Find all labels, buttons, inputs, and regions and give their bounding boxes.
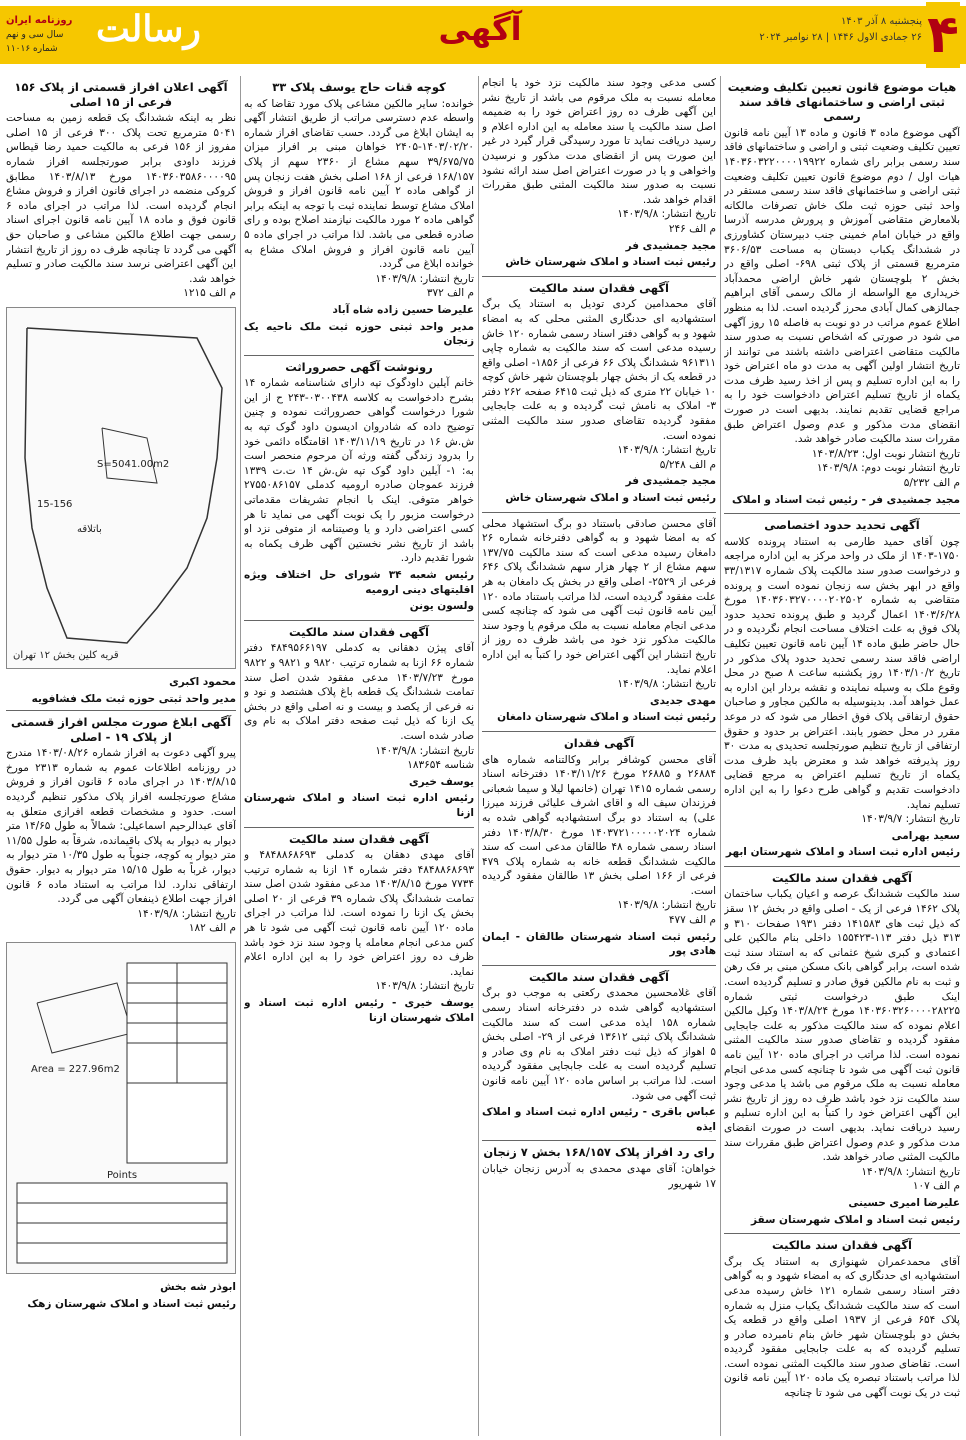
notice-date: تاریخ انتشار: ۱۴۰۳/۹/۸ [375, 272, 474, 285]
notice-date: تاریخ انتشار: ۱۴۰۳/۹/۸ [137, 907, 236, 920]
notice-title: آگهی فقدان سند مالکیت [288, 831, 430, 846]
divider [244, 355, 474, 356]
notice [244, 832, 474, 1026]
date-line-2: ۲۶ جمادی الاول ۱۴۴۶ | ۲۸ نوامبر ۲۰۲۴ [759, 32, 922, 43]
notice-signature: مدیر واحد ثبتی حوزه ثبت ملک ناحیه یک زنجان [244, 320, 474, 348]
notice-title: آگهی فقدان [563, 735, 635, 750]
notice-signature: عباس باقری - رئیس اداره ثبت اسناد و املاک ایذه [482, 1106, 716, 1133]
date-line-1: پنجشنبه ۸ آذر ۱۴۰۳ [840, 16, 922, 27]
notice-body: آگهی موضوع ماده ۳ قانون و ماده ۱۳ آیین نامه قانون تعیین تکلیف وضعیت ثبتی و اراضی و ساختمانهای فاقد سند رسمی برابر رای شماره ۱۴۰۳۶۰۳۲۲۰۰۰۰۱۹۹۲۲ هیات اول / دوم موضوع قانون تعیین تکلیف وضعیت ثبتی اراضی و ساختمانهای فاقد سند رسمی مستقر در واحد ثبتی حوزه ثبت ملک خاش تصرفات مالکانه بلامعارض متقاضی آموزش و پرورش مدرسه آذرسا واقع در خیابان امام خمینی جنب دبیرستان کشاورزی در ششدانگ یکباب دبستان به مساحت ۳۶۰۶/۵۳ مترمربع قسمتی از پلاک ثبتی ۶۹۸- اصلی واقع در بخش ۲ بلوچستان شهر خاش اراضی محمدآباد خریداری مع الواسطه از مالک رسمی آقای ابراهیم جمالزهی کمال آبادی محرز گردیده است. لذا به منظور اطلاع عموم مراتب در دو نوبت به فاصله ۱۵ روز آگهی می شود در صورتی که اشخاص نسبت به صدور سند مالکیت متقاضی اعتراضی داشته باشند می توانند از تاریخ انتشار اولین آگهی به مدت دو ماه اعتراض خود را به این اداره تسلیم و پس از اخذ رسید ظرف مدت یکماه از تاریخ تسلیم اعتراض دادخواست خود را به مراجع قضایی تقدیم نمایند. بدیهی است در صورت انقضای مدت مذکور و عدم وصول اعتراض طبق مقررات سند مالکیت صادر خواهد شد. [724, 126, 960, 446]
notice-code: م الف ۴۷۷ [668, 914, 716, 927]
survey-plan [6, 307, 236, 669]
notice-title: آگهی فقدان سند مالکیت [771, 870, 913, 885]
divider [244, 827, 474, 828]
notice-title: هیات موضوع قانون تعیین تکلیف وضعیت ثبتی اراضی و ساختمانهای فاقد سند رسمی [727, 80, 957, 124]
notice-signature: یوسف خیری - رئیس اداره ثبت اسناد و املاک شهرستان ازنا [244, 997, 474, 1024]
notice-signature: رئیس شعبه ۳۴ شورای حل اختلاف ویژه اقلیتهای دینی ارومیه [244, 569, 474, 596]
column-rule [720, 76, 721, 1436]
notice-signature: رئیس ثبت اسناد و املاک شهرستان زهک [27, 1297, 236, 1310]
divider [724, 513, 960, 514]
column-2 [482, 76, 716, 1436]
divider [244, 620, 474, 621]
notice-date: تاریخ انتشار: ۱۴۰۳/۹/۸ [861, 1165, 960, 1178]
notice-code: م الف ۳۷۲ [426, 287, 474, 300]
section-title: آگهی [438, 10, 522, 48]
notice-body: آقای محسن کوشافر برابر وکالتنامه شماره های ۲۶۸۸۴ و ۲۶۸۸۵ مورخ ۱۴۰۳/۱۱/۲۶ دفترخانه اسناد رسمی شماره ۱۴۱۵ تهران (خانمها لیلا و سیما شعبانی فرزندان سیف اله و اقای اشرف علیائی فرزند میرزا علی) به استناد دو برگ استشهادیه گواهی شده به شماره ۱۴۰۳۷۲۱۰۰۰۰۰۲۰۲۴ مورخ ۱۴۰۳/۸/۳۰ دفتر اسناد رسمی شماره ۴۸ طالقان مدعی است که سند مالکیت ششدانگ قطعه خانه به شماره پلاک ۴۷۹ فرعی از ۱۶۶ اصلی بخش ۱۳ طالقان مفقود گردیده است. [482, 753, 716, 897]
notice-signature: یوسف خیری [408, 775, 474, 788]
newspaper-header [0, 0, 966, 72]
parcel-outline [7, 308, 235, 666]
notice-code: شناسه ۱۸۳۶۵۴ [407, 759, 474, 772]
notice-signature: مهدی جدیدی [649, 694, 716, 707]
notice-signature: مجید جمشیدی فر - رئیس ثبت اسناد و املاک [731, 493, 960, 506]
plan2-area-label: Area = 227.96m2 [31, 1064, 120, 1075]
notice [244, 360, 474, 614]
notice-date: تاریخ انتشار: ۱۴۰۳/۹/۸ [617, 444, 716, 457]
ad-columns [6, 76, 960, 1436]
plan-area-label: S=5041.00m2 [97, 458, 170, 470]
notice [482, 736, 716, 959]
notice-title: آگهی فقدان سند مالکیت [771, 1238, 913, 1253]
notice-body: خانم آیلین داودگوک تپه دارای شناسنامه شماره ۱۴ بشرح دادخواست به کلاسه ۰۳۰۰۴۳۸-۲۴۳ ح از این شورا درخواست گواهی حصروراثت نموده و چنین توضیح داده که شادروان ادیسون داود گوک تپه به ش.ش ۱۶ در تاریخ ۱۴۰۳/۱۱/۱۹ اقامتگاه دائمی خود را بدرود زندگی گفته ورثه آن مرحوم منحصر است به: ۱- آیلین داود گوک تپه ش.ش ۱۴ ت.ت ۱۳۳۹ فرزند عموجان صادره ارومیه کدملی ۲۷۵۵۰۸۶۱۵۷ خواهر متوفی. اینک با انجام تشریفات مقدماتی درخواست مزبور را یک نوبت آگهی می نماید تا هر کسی اعتراضی دارد و یا وصیتنامه از متوفی نزد او باشد از تاریخ نشر نخستین آگهی ظرف یکماه به شورا تقدیم دارد. [244, 377, 474, 565]
column-4 [6, 76, 236, 1436]
notice-body: نظر به اینکه ششدانگ یک قطعه زمین به مساحت ۵۰۴۱ مترمربع تحت پلاک ۳۰۰ فرعی از ۱۵ اصلی مفروز از ۱۵۶ فرعی به مالکیت حمید رضا قیطاس فرزند داودی برابر صورتجلسه افراز شماره ۱۴۰۳۶۰۳۵۸۶۰۰۰۰۹۵ مورخ ۱۴۰۳/۸/۱۳ مطابق کروکی منضمه در اجرای قانون افراز و فروش مشاع انجام گردیده است. لذا مراتب در اجرای ماده ۶ قانون فوق و ماده ۱۸ آیین نامه قانون اجرای اسناد رسمی جهت اطلاع مالکین مشاعی و صاحبان حق آگهی می گردد تا چنانچه ظرف ده روز از تاریخ انتشار این آگهی اعتراضی نرسد سند مالکیت صادر و تسلیم خواهد شد. [6, 112, 236, 285]
notice-date: تاریخ انتشار: ۱۴۰۳/۹/۸ [375, 980, 474, 993]
divider [482, 965, 716, 966]
notice [724, 1238, 960, 1401]
notice [482, 517, 716, 725]
issue-info [6, 14, 92, 56]
column-rule [240, 76, 241, 1436]
notice-signature: رئیس اداره ثبت اسناد و املاک شهرستان ابهر [725, 846, 960, 859]
notice-body: آقای مهدی دهقان به کدملی ۴۸۴۸۸۶۸۶۹۳ و ۴۸۴۸۸۶۸۶۹۳ دفتر شماره ۱۴ ازنا به شماره ترتیب ۷۷۳۴ مورخ ۱۴۰۳/۸/۱۵ مدعی مفقود شدن اصل سند تمامت ششدانگ پلاک شماره ۳۹ فرعی از ۲۰ اصلی بخش یک ازنا را نموده است. لذا مراتب در اجرای ماده ۱۲۰ آیین نامه قانون ثبت آگهی می شود تا هر کس مدعی انجام معامله یا وجود سند نزد خود باشد ظرف ده روز اعتراض خود را به این اداره اعلام نماید. [244, 849, 474, 978]
notice-date: تاریخ انتشار: ۱۴۰۳/۹/۸ [375, 744, 474, 757]
header-date [732, 14, 922, 46]
newspaper-logo: رسالت [96, 8, 201, 50]
notice-signature: مجید جمشیدی فر [625, 239, 716, 252]
notice-title: رونوشت آگهی حصروراثت [285, 359, 433, 374]
plan-footer: قریه کلین بخش ۱۲ تهران [13, 650, 119, 662]
column-rule [478, 76, 479, 1436]
notice [482, 970, 716, 1135]
notice-body: کسی مدعی وجود سند مالکیت نزد خود یا انجام معامله نسبت به ملک مرقوم می باشد از تاریخ نشر این آگهی ظرف ده روز اعتراض خود را به ضمیمه اصل سند مالکیت یا سند معامله به این اداره اعلام و رسید دریافت نماید تا مورد رسیدگی قرار گیرد در غیر این صورت پس از انقضای مدت مذکور و نرسیدن واخواهی و یا در صورت اعتراض اصل سند ارائه نشود نسبت به صدور سند مالکیت المثنی طبق مقررات اقدام خواهد شد. [482, 77, 716, 206]
divider [482, 276, 716, 277]
plan-parcel-label: 15-156 [37, 498, 73, 510]
notice-signature: رئیس ثبت اسناد شهرستان طالقان - ایمان هادی پور [482, 930, 716, 958]
notice-body: پیرو آگهی دعوت به افراز شماره ۱۴۰۳/۰۸/۲۶ مندرج در روزنامه اطلاعات عموم به شماره ۲۳۱۳ مورخ ۱۴۰۳/۸/۱۵ در اجرای ماده ۶ قانون افراز و فروش مشاع صورتجلسه افراز پلاک مذکور تنظیم گردیده است. حدود و مشخصات قطعه افرازی متعلق به آقای عبدالرحیم اسماعیلی: شمالاً به طول ۱۴/۶۵ متر دیوار به دیوار به پلاک باقیمانده، شرقاً به طول ۱۱/۵۵ متر دیوار به کوچه، جنوباً به طول ۱۰/۳۵ متر دیوار به دیوار، غرباً به طول ۱۵/۱۵ متر دیوار به دیوار. حقوق ارتفاقی ندارد. لذا مراتب به استناد ماده ۶ قانون افراز جهت اطلاع ذینفعان آگهی می گردد. [6, 747, 236, 906]
brand-small: روزنامه ایران [6, 15, 73, 26]
notice-signature: مدیر واحد ثبتی حوزه ثبت ملک فشافویه [31, 692, 236, 705]
notice-body: آقای غلامحسین محمدی رکعتی به موجب دو برگ استشهادیه گواهی شده در دفترخانه اسناد رسمی شماره ۱۵۸ ایذه مدعی است که سند مالکیت ششدانگ پلاک ثبتی ۱۳۶۱۲ فرعی از ۲۹- اصلی بخش ۵ اهواز که ذیل ثبت دفتر املاک به نام وی صادر و تسلیم گردیده است به علت جابجایی مفقود گردیده است. لذا مراتب بر اساس ماده ۱۲۰ آیین نامه قانون ثبت آگهی می شود. [482, 987, 716, 1102]
notice-body: خواهان: آقای مهدی محمدی به آدرس زنجان خیابان ۱۷ شهریور [482, 1162, 716, 1190]
notice-title: آگهی ابلاغ صورت مجلس افراز قسمتی از پلاک ۱۹ - اصلی [10, 715, 232, 744]
parcel-outline-2 [7, 943, 235, 1271]
notice-code: م الف ۲۴۶ [668, 222, 716, 235]
notice-title: کوچه قنات حاج یوسف پلاک ۳۳ [272, 80, 446, 94]
notice [6, 715, 236, 936]
notice-body: آقای پیژن دهقانی به کدملی ۴۸۴۹۵۶۶۱۹۷ دفتر شماره ۶۶ ازنا به شماره ترتیب ۹۸۲۰ و ۹۸۲۱ و ۹۸۲۲ مورخ ۱۴۰۳/۷/۲۳ مدعی مفقود شدن اصل سند تمامت ششدانگ یک قطعه باغ پلاک هشتصد و نود و نه فرعی از یکصد و بیست و نه اصلی واقع در بخش یک ازنا که ذیل ثبت صفحه دفتر املاک به نام وی صادر شده است. [244, 642, 474, 742]
page-number: ۴ [926, 2, 960, 68]
notice-body: آقای محمدامین کردی تودیل به استناد یک برگ استشهادیه ای حدنگاری المثنی محلی که به امضاء شهود و به گواهی دفتر اسناد رسمی شماره ۱۲۰ خاش رسیده مدعی است که سند مالکیت به شماره چاپی ۹۶۱۳۱۱ ششدانگ پلاک ۶۶ فرعی از ۱۸۵۶- اصلی واقع در قطعه یک از بخش چهار بلوچستان شهر خاش کوچه ۱۰ خیابان ۲۲ متری که ذیل ثبت ۶۴۱۵ صفحه ۲۶۲ دفتر ۳- املاک به نامش ثبت گردیده و به علت جابجایی مفقود گردیده تقاضای صدور سند مالکیت المثنی نموده است. [482, 298, 716, 442]
divider [724, 866, 960, 867]
notice-body: خوانده: سایر مالکین مشاعی پلاک مورد تقاضا که به واسطه عدم دسترسی مراتب از طریق انتشار آگهی به ایشان ابلاغ می گردد. حسب تقاضای افراز شماره ۱۴۰۳/۰۲/۲۰-۲۴۰۵ خواهان مبنی بر افراز میزان ۳۹/۶۷۵/۷۵ سهم مشاع از ۲۳۶۰ سهم از پلاک ۱۶۸/۱۵۷ فرعی از ۱۶۸ اصلی بخش هفت زنجان پس از گواهی ماده ۲ آیین نامه قانون افراز و فروش املاک مشاع توسط نماینده ثبت با توجه به اینکه برابر گواهی ماده ۲ مورد مالکیت نیازمند اصلاح بوده و رای صادره قطعی می باشد. لذا مراتب در اجرای ماده ۵ آیین نامه قانون افراز و فروش املاک مشاع به خوانده ابلاغ می گردد. [244, 97, 474, 271]
notice-date: تاریخ انتشار نوبت دوم: ۱۴۰۳/۹/۸ [816, 462, 960, 475]
plan-place-label: باتلاقه [77, 523, 102, 535]
notice-signature: علیرضا امیری حسینی [848, 1196, 960, 1209]
notice-code: م الف ۱۲۱۵ [183, 287, 236, 300]
notice-code: م الف ۱۰۷ [912, 1180, 960, 1193]
notice-title: آگهی فقدان سند مالکیت [288, 624, 430, 639]
notice-body: آقای محسن صادقی باستناد دو برگ استشهاد محلی که به امضا شهود و به گواهی دفترخانه شماره ۲۶ دامغان رسیده مدعی است که سند مالکیت ۱۳۷/۷۵ سهم مشاع از ۲ چهار هزار سهم ششدانگ پلاک ۶۴۶ فرعی از ۲۵۲۹- اصلی واقع در بخش یک دامغان به هر علت مفقود گردیده است، لذا مراتب باستناد ماده ۱۲۰ آیین نامه قانون ثبت آگهی می شود که چنانچه کسی مدعی انجام معامله نسبت به ملک مرقوم یا وجود سند مالکیت مذکور نزد خود می باشد ظرف ده روز از تاریخ انتشار این آگهی اعتراض خود را کتباً به این اداره اعلام نماید. [482, 517, 716, 676]
notice-body: آقای محمدعمران شهنوازی به استناد یک برگ استشهادیه ای حدنگاری که به امضاء شهود و به گواهی دفتر اسناد رسمی شماره ۱۲۱ خاش رسیده مدعی است که سند مالکیت ششدانگ یکباب منزل به شماره پلاک ۶۵۴ فرعی از ۱۹۳۷ اصلی واقع در قطعه یک بخش دو بلوچستان شهر خاش بنام نامبرده صادر و تسلیم گردیده که به علت جابجایی مفقود گردیده است. تقاضای صدور سند مالکیت المثنی نموده است. لذا مراتب باستناد تبصره یک ماده ۱۲۰ آیین نامه قانون ثبت در یک نوبت آگهی می شود تا چنانچه [724, 1255, 960, 1400]
plan2-points-title: Points [107, 1170, 138, 1181]
notice-title: رای رد افراز پلاک ۱۶۸/۱۵۷ بخش ۷ زنجان [483, 1145, 715, 1160]
column-3 [244, 76, 474, 1436]
notice-code: م الف ۵/۲۳۲ [903, 477, 960, 490]
notice [724, 80, 960, 507]
notice-title: آگهی فقدان سند مالکیت [528, 969, 670, 984]
notice [244, 80, 474, 349]
notice-title: آگهی فقدان سند مالکیت [528, 280, 670, 295]
notice-signature: رئیس ثبت اسناد و املاک شهرستان خاش [505, 492, 716, 505]
notice-body: چون آقای حمید طارمی به استناد پرونده کلاسه ۱۷۵۰-۱۴۰۳ از ملک در واحد مرکز به این اداره مراجعه و درخواست صدور سند مالکیت پلاک شماره ۳۳/۱۳۱۷ واقع در ابهر بخش سه زنجان نموده است و پرونده متقاضی به شماره ۱۴۰۳۶۰۳۲۷۰۰۰۰۲۰۲۵۰۲ مورخ ۱۴۰۳/۶/۲۸ اعمال گردید و طبق پرونده تحدید حدود پلاک فوق به علت اختلاف مساحت انجام نگردیده و در حال حاضر طبق ماده ۱۴ آیین نامه قانون تعیین تکلیف اراضی فاقد سند رسمی تحدید حدود پلاک مذکور در تاریخ ۱۴۰۳/۱۰/۲ روز یکشنبه ساعت ۸ صبح در محل وقوع ملک به وسیله نماینده و نقشه بردار این اداره به عمل خواهد آمد. بدینوسیله به مالکین مجاور و صاحبان حقوق ارتفاقی پلاک فوق اخطار می شود که در موعد مقرر در محل حضور یابند. اعتراض بر حدود و حقوق ارتفاقی از تاریخ تنظیم صورتجلسه تحدیدی به مدت ۳۰ روز پذیرفته خواهد شد و معترض باید ظرف مدت یکماه از تاریخ تسلیم اعتراض به مرجع قضایی دادخواست تقدیم و گواهی طرح دعوا را به این اداره تسلیم نماید. [724, 535, 960, 811]
notice-code: م الف ۱۸۲ [188, 922, 236, 935]
notice-date: تاریخ انتشار: ۱۴۰۳/۹/۸ [617, 678, 716, 691]
notice-code: م الف ۵/۲۴۸ [659, 458, 716, 471]
notice [482, 281, 716, 506]
notice-date: تاریخ انتشار نوبت اول: ۱۴۰۳/۸/۲۳ [811, 447, 960, 460]
notice [244, 625, 474, 821]
notice-body: سند مالکیت ششدانگ عرصه و اعیان یکباب ساختمان پلاک ۱۴۶۲ فرعی از یک - اصلی واقع در بخش ۱۲ سقز که ذیل ثبت های ۱۴۱۵۸۳ دفتر ۱۹۳۱ صفحات ۳۱۰ و ۳۱۳ ذیل دفتر ۱۱۳-۱۵۵۴۲۳ داخلی بنام مالکین علی اعتمادی و کبری شیخ عثمانی که به استناد سند ثبت شده است، برابر گواهی بانک مسکن مبنی بر فک رهن و ثبت به نام مالکین فوق صادر و تسلیم گردیده است. اینک طبق درخواست ثبتی شماره ۱۴۰۳۶۰۳۲۶۰۰۰۰۲۸۲۲۵ مورخ ۱۴۰۳/۸/۲۴ وکیل مالکین اعلام نموده که سند مالکیت مذکور به علت جابجایی مفقود گردیده و تقاضای صدور سند مالکیت المثنی نموده است. لذا مراتب در اجرای ماده ۱۲۰ آیین نامه قانون ثبت آگهی می شود تا چنانچه کسی مدعی انجام معامله نسبت به ملک مرقوم می باشد یا مدعی وجود سند مالکیت نزد خود باشد ظرف ده روز از تاریخ نشر این آگهی اعتراض خود را کتباً به این اداره تسلیم و رسید دریافت نماید. بدیهی است در صورت انقضای مدت مذکور و عدم وصول اعتراض طبق مقررات سند مالکیت المثنی صادر خواهد شد. [724, 888, 960, 1164]
notice-date: تاریخ انتشار: ۱۴۰۳/۹/۸ [617, 208, 716, 221]
divider [6, 710, 236, 711]
divider [482, 1140, 716, 1141]
notice-title: آگهی اعلان افراز قسمتی از پلاک ۱۵۶ فرعی از ۱۵ اصلی [14, 80, 228, 109]
divider [482, 512, 716, 513]
notice-date: تاریخ انتشار: ۱۴۰۳/۹/۸ [617, 899, 716, 912]
notice-signature: ولسون یونن [409, 600, 474, 613]
notice [482, 1145, 716, 1191]
survey-plan-2 [6, 942, 236, 1274]
notice-signature: محمود اکبری [169, 675, 236, 688]
notice-date: تاریخ انتشار: ۱۴۰۳/۹/۷ [861, 813, 960, 826]
notice [6, 80, 236, 301]
year-line: سال سی و نهم [6, 30, 64, 40]
notice-signature: ابوذر شه بخش [160, 1281, 236, 1293]
divider [482, 731, 716, 732]
notice-signature: رئیس ثبت اسناد و املاک شهرستان سقز [750, 1213, 960, 1226]
notice-signature: رئیس ثبت اسناد و املاک شهرستان دامغان [497, 711, 716, 724]
notice-signature: مجید جمشیدی فر [625, 475, 716, 488]
column-1 [724, 76, 960, 1436]
issue-line: شماره ۱۱۰۱۶ [6, 44, 58, 54]
notice [724, 871, 960, 1227]
notice [724, 518, 960, 860]
notice-signature: رئیس ثبت اسناد و املاک شهرستان خاش [505, 256, 716, 269]
notice-title: آگهی تحدید حدود اختصاصی [764, 518, 920, 533]
divider [724, 1233, 960, 1234]
notice-signature: علیرضا حسین زاده شاه آباد [332, 303, 474, 316]
notice-signature: رئیس اداره ثبت اسناد و املاک شهرستان ازنا [244, 792, 474, 819]
notice [482, 76, 716, 270]
notice-signature: سعید بهرامی [891, 829, 960, 842]
